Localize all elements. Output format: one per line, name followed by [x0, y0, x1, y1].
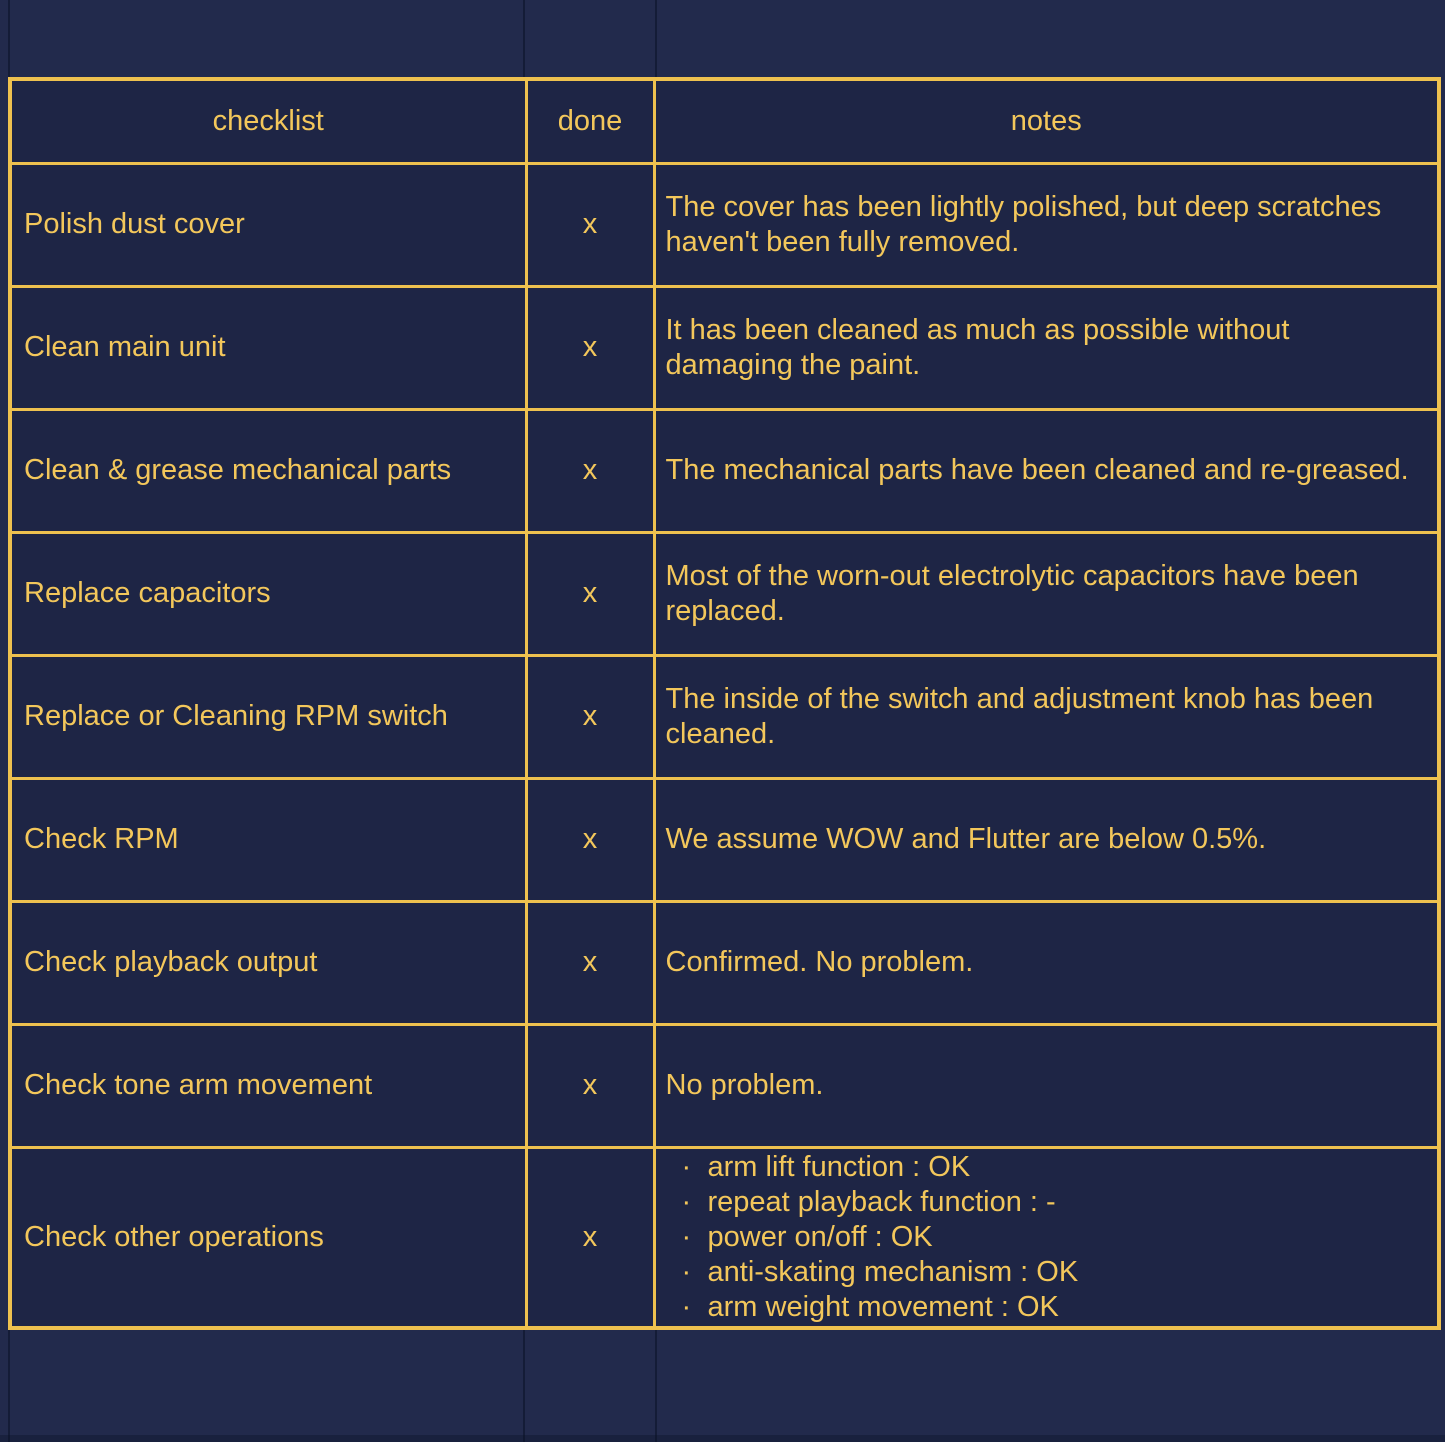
notes-cell: The cover has been lightly polished, but deep scratches haven't been fully removed.	[654, 163, 1439, 286]
notes-cell: We assume WOW and Flutter are below 0.5%.	[654, 778, 1439, 901]
note-list-item	[682, 1220, 1424, 1255]
done-cell: x	[526, 1024, 654, 1147]
table-row	[10, 1147, 1439, 1328]
note-list-item	[682, 1150, 1424, 1185]
notes-cell: Most of the worn-out electrolytic capacitors have been replaced.	[654, 532, 1439, 655]
bullet-icon: ·	[681, 1255, 692, 1288]
note-list	[666, 1150, 1424, 1325]
notes-cell: The mechanical parts have been cleaned and re-greased.	[654, 409, 1439, 532]
task-cell: Check RPM	[10, 778, 526, 901]
table-row	[10, 778, 1439, 901]
table-row	[10, 655, 1439, 778]
table-row	[10, 409, 1439, 532]
task-cell: Clean & grease mechanical parts	[10, 409, 526, 532]
header-notes: notes	[654, 79, 1439, 163]
done-cell: x	[526, 901, 654, 1024]
done-cell: x	[526, 409, 654, 532]
header-checklist: checklist	[10, 79, 526, 163]
done-cell: x	[526, 778, 654, 901]
bullet-icon: ·	[681, 1150, 692, 1183]
header-row	[10, 79, 1439, 163]
notes-cell: The inside of the switch and adjustment knob has been cleaned.	[654, 655, 1439, 778]
done-cell: x	[526, 655, 654, 778]
table-row	[10, 901, 1439, 1024]
task-cell: Replace or Cleaning RPM switch	[10, 655, 526, 778]
notes-cell: No problem.	[654, 1024, 1439, 1147]
header-done: done	[526, 79, 654, 163]
table-row	[10, 532, 1439, 655]
grid-line-bottom	[0, 1435, 1445, 1442]
task-cell: Check tone arm movement	[10, 1024, 526, 1147]
task-cell: Clean main unit	[10, 286, 526, 409]
note-list-item	[682, 1290, 1424, 1325]
bullet-icon: ·	[681, 1185, 692, 1218]
bullet-icon: ·	[681, 1220, 692, 1253]
bullet-icon: ·	[681, 1290, 692, 1323]
notes-cell: Confirmed. No problem.	[654, 901, 1439, 1024]
note-list-item-text: arm lift function : OK	[707, 1150, 971, 1183]
table-body	[10, 163, 1439, 1328]
table-row	[10, 286, 1439, 409]
done-cell: x	[526, 532, 654, 655]
checklist-table	[8, 77, 1441, 1330]
note-list-item-text: arm weight movement : OK	[707, 1290, 1059, 1323]
note-list-item-text: anti-skating mechanism : OK	[707, 1255, 1079, 1288]
note-list-item-text: repeat playback function : -	[707, 1185, 1056, 1218]
done-cell: x	[526, 163, 654, 286]
notes-cell	[654, 1147, 1439, 1328]
note-list-item-text: power on/off : OK	[707, 1220, 933, 1253]
table-row	[10, 1024, 1439, 1147]
done-cell: x	[526, 286, 654, 409]
note-list-item	[682, 1255, 1424, 1290]
done-cell: x	[526, 1147, 654, 1328]
task-cell: Check playback output	[10, 901, 526, 1024]
task-cell: Polish dust cover	[10, 163, 526, 286]
table-header	[10, 79, 1439, 163]
task-cell: Check other operations	[10, 1147, 526, 1328]
note-list-item	[682, 1185, 1424, 1220]
notes-cell: It has been cleaned as much as possible without damaging the paint.	[654, 286, 1439, 409]
table-row	[10, 163, 1439, 286]
task-cell: Replace capacitors	[10, 532, 526, 655]
